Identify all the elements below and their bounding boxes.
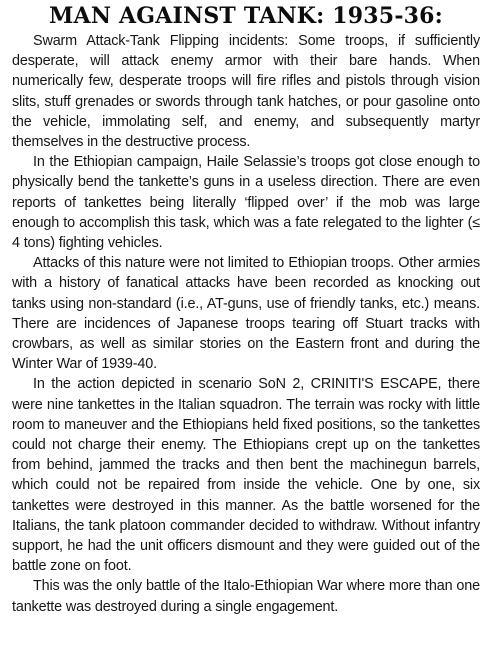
paragraph-conclusion: This was the only battle of the Italo-Ethiopian War where more than one tankette was destroyed during a single engagement. <box>12 578 480 615</box>
article-title: MAN AGAINST TANK: 1935-36: <box>49 3 443 29</box>
article-body <box>12 31 480 617</box>
paragraph-ethiopian-campaign: In the Ethiopian campaign, Haile Selassie’s troops got close enough to physically bend the tankette’s guns in a useless direction. There are even reports of tankettes being literally ‘flipped over’ if the mob was large enough to accomplish this task, which was a fate relegated to the lighter (≤ 4 tons) fighting vehicles. <box>12 154 480 252</box>
paragraph-other-armies: Attacks of this nature were not limited to Ethiopian troops. Other armies with a history of fanatical attacks have been recorded as knocking out tanks using non-standard (i.e., AT-guns, use of friendly tanks, etc.) means. There are incidences of Japanese troops tearing off Stuart tracks with crowbars, as well as similar stories on the Eastern front and during the Winter War of 1939-40. <box>12 255 480 373</box>
paragraph-swarm-attack: Swarm Attack-Tank Flipping incidents: Some troops, if sufficiently desperate, will attack enemy armor with their bare hands. When numerically few, desperate troops will fire rifles and pistols through vision slits, stuff grenades or swords through tank hatches, or pour gasoline onto the vehicle, immolating self, and enemy, and subsequently martyr themselves in the destructive process. <box>12 33 480 151</box>
paragraph-criniti-escape: In the action depicted in scenario SoN 2, CRINITI'S ESCAPE, there were nine tankettes in the Italian squadron. The terrain was rocky with little room to maneuver and the Ethiopians held fixed positions, so the tankettes could not charge their enemy. The Ethiopians crept up on the tankettes from behind, jammed the tracks and then bent the machinegun barrels, which could not be repaired from inside the vehicle. One by one, six tankettes were destroyed in this manner. As the battle worsened for the Italians, the tank platoon commander decided to withdraw. Without infantry support, he had the unit officers dismount and they were guided out of the battle zone on foot. <box>12 376 480 575</box>
